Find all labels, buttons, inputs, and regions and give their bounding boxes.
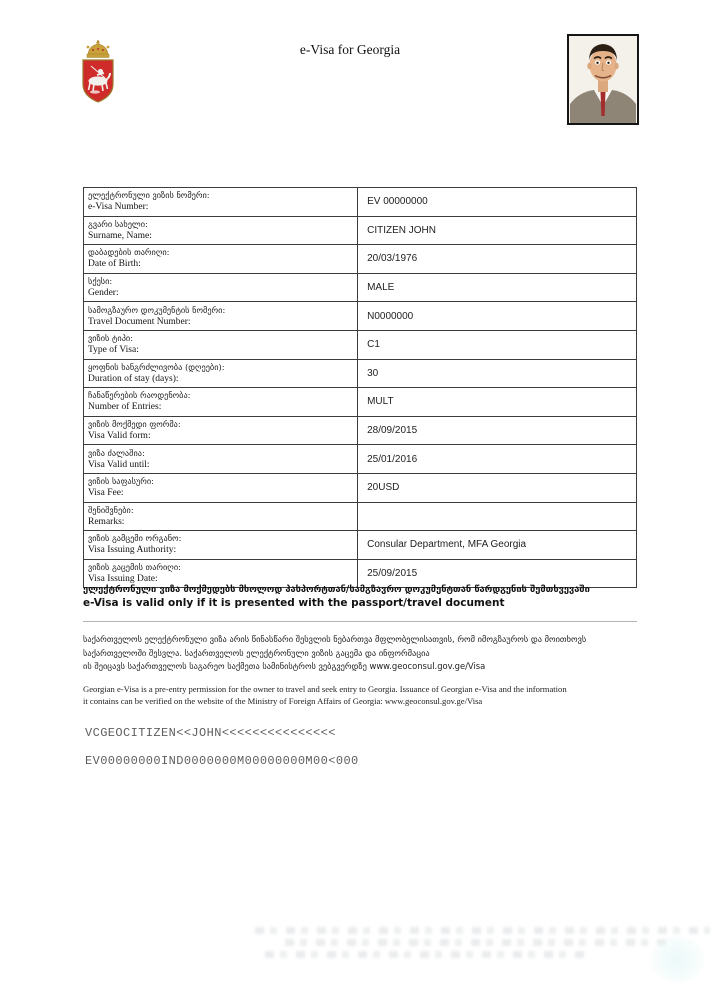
label-ka: ვიზა ძალაშია:: [88, 447, 145, 458]
info-ka-line3: ის შეიცავს საქართველოს საგარეო საქმეთა სამინისტროს ვებგვერდზე www.geoconsul.gov.ge/Visa: [83, 661, 486, 671]
table-row-name: [84, 216, 637, 245]
label-ka: ვიზის გაცემის თარიღი:: [88, 562, 181, 573]
field-value: EV 00000000: [358, 188, 637, 217]
label-ka: ელექტრონული ვიზის ნომერი:: [88, 190, 210, 201]
label-ka: სამოგზაურო დოკუმენტის ნომერი:: [88, 304, 226, 315]
label-ka: შენიშვნები:: [88, 504, 134, 515]
info-paragraph-ka: [83, 633, 643, 674]
table-row-valid-from: [84, 416, 637, 445]
info-en-line2: it contains can be verified on the website of the Ministry of Foreign Affairs of Georgia: www.geoconsul.gov.ge/Visa: [83, 695, 483, 706]
label-en: Remarks:: [88, 516, 125, 527]
table-row-gender: [84, 273, 637, 302]
label-en: Visa Issuing Authority:: [88, 545, 177, 556]
info-paragraph-en: [83, 684, 643, 707]
mrz-line-1: VCGEOCITIZEN<<JOHN<<<<<<<<<<<<<<<: [85, 726, 336, 740]
field-value: N0000000: [358, 302, 637, 331]
validity-notice-ka: ელექტრონული ვიზა მოქმედებს მხოლოდ პასპორტთან/სამგზავრო დოკუმენტთან წარდგენის შემთხვევაში: [83, 584, 590, 595]
field-value: 25/01/2016: [358, 445, 637, 474]
field-value: 25/09/2015: [358, 559, 637, 588]
table-row-entries: [84, 388, 637, 417]
table-row-remarks: [84, 502, 637, 531]
label-ka: ვიზის მოქმედი ფორმა:: [88, 419, 181, 430]
label-ka: ყოფნის ხანგრძლივობა (დღეები):: [88, 361, 225, 372]
label-en: Visa Valid until:: [88, 459, 150, 470]
label-ka: სქესი:: [88, 276, 113, 287]
table-row-duration: [84, 359, 637, 388]
table-row-evisa-number: [84, 188, 637, 217]
table-row-issuing-authority: [84, 531, 637, 560]
label-ka: გვარი სახელი:: [88, 218, 148, 229]
label-en: Visa Valid form:: [88, 431, 151, 442]
validity-notice: [83, 583, 643, 611]
info-en-line1: Georgian e-Visa is a pre-entry permission for the owner to travel and seek entry to Georgia. Issuance of Georgian e-Visa and the information: [83, 684, 567, 694]
table-row-valid-until: [84, 445, 637, 474]
field-value: CITIZEN JOHN: [358, 216, 637, 245]
mrz-line-2: EV00000000IND0000000M00000000M00<000: [85, 754, 359, 768]
label-en: Type of Visa:: [88, 345, 139, 356]
label-ka: ვიზის საფასური:: [88, 476, 154, 487]
label-ka: ჩანაწერების რაოდენობა:: [88, 390, 191, 401]
label-en: Visa Fee:: [88, 488, 124, 499]
label-en: Travel Document Number:: [88, 316, 191, 327]
label-en: e-Visa Number:: [88, 202, 149, 213]
table-row-travel-document: [84, 302, 637, 331]
label-ka: ვიზის გამცემი ორგანო:: [88, 533, 182, 544]
label-ka: დაბადების თარიღი:: [88, 247, 170, 258]
field-value: 20USD: [358, 473, 637, 502]
label-en: Date of Birth:: [88, 259, 141, 270]
info-ka-line1: საქართველოს ელექტრონული ვიზა არის წინასწარი შესვლის ნებართვა მფლობელისათვის, რომ იმოგზაუროს და მოითხოვს: [83, 634, 587, 644]
field-value: 30: [358, 359, 637, 388]
field-value: MULT: [358, 388, 637, 417]
applicant-photo: [567, 34, 639, 125]
field-value: MALE: [358, 273, 637, 302]
watermark-artifact: [255, 922, 710, 984]
field-value: Consular Department, MFA Georgia: [358, 531, 637, 560]
info-ka-line2: საქართველოში შესვლა. საქართველოს ელექტრონული ვიზის გაცემა და ინფორმაცია: [83, 647, 430, 658]
divider-line: [83, 621, 637, 622]
label-en: Number of Entries:: [88, 402, 162, 413]
label-en: Visa Issuing Date:: [88, 574, 158, 585]
label-en: Surname, Name:: [88, 230, 152, 241]
label-en: Gender:: [88, 288, 119, 299]
field-value: [358, 502, 637, 531]
watermark-blob: [650, 937, 705, 982]
page-title: e-Visa for Georgia: [299, 42, 401, 57]
visa-data-table: [83, 187, 637, 588]
label-ka: ვიზის ტიპი:: [88, 333, 133, 344]
field-value: C1: [358, 330, 637, 359]
validity-notice-en: e-Visa is valid only if it is presented with the passport/travel document: [83, 597, 505, 609]
field-value: 28/09/2015: [358, 416, 637, 445]
field-value: 20/03/1976: [358, 245, 637, 274]
table-row-visa-fee: [84, 473, 637, 502]
table-row-birth-date: [84, 245, 637, 274]
label-en: Duration of stay (days):: [88, 373, 179, 384]
table-row-visa-type: [84, 330, 637, 359]
